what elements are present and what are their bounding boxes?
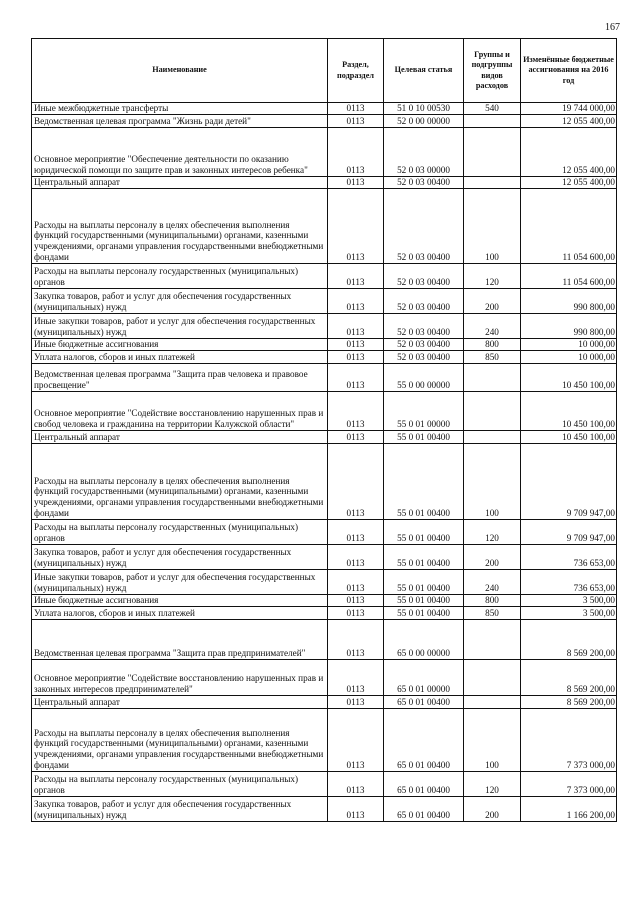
cell-target: 52 0 00 00000 [384, 115, 464, 128]
cell-group [464, 128, 521, 177]
table-row [32, 431, 617, 444]
cell-section: 0113 [328, 264, 384, 289]
cell-amount: 3 500,00 [521, 607, 617, 620]
cell-target: 65 0 01 00400 [384, 797, 464, 822]
cell-amount: 736 653,00 [521, 545, 617, 570]
cell-target: 55 0 01 00400 [384, 607, 464, 620]
table-row [32, 696, 617, 709]
table-row [32, 607, 617, 620]
table-row [32, 444, 617, 520]
table-row [32, 545, 617, 570]
header-amount: Изменённые бюджетные ассигнования на 2016 год [521, 39, 617, 103]
table-row [32, 570, 617, 595]
cell-amount: 10 000,00 [521, 351, 617, 364]
cell-target: 55 0 01 00400 [384, 570, 464, 595]
cell-section: 0113 [328, 520, 384, 545]
table-row [32, 364, 617, 392]
cell-amount: 12 055 400,00 [521, 115, 617, 128]
cell-group: 200 [464, 289, 521, 314]
cell-target: 52 0 03 00400 [384, 351, 464, 364]
cell-section: 0113 [328, 103, 384, 115]
cell-amount: 10 450 100,00 [521, 392, 617, 431]
cell-group [464, 620, 521, 660]
cell-amount: 11 054 600,00 [521, 264, 617, 289]
cell-section: 0113 [328, 351, 384, 364]
cell-amount: 3 500,00 [521, 595, 617, 607]
cell-name: Основное мероприятие "Содействие восстановлению нарушенных прав и законных интересов предпринимателей" [32, 660, 328, 696]
cell-name: Иные закупки товаров, работ и услуг для обеспечения государственных (муниципальных) нужд [32, 570, 328, 595]
table-row [32, 103, 617, 115]
cell-name: Закупка товаров, работ и услуг для обеспечения государственных (муниципальных) нужд [32, 545, 328, 570]
cell-section: 0113 [328, 289, 384, 314]
cell-group [464, 115, 521, 128]
cell-section: 0113 [328, 570, 384, 595]
cell-section: 0113 [328, 696, 384, 709]
table-row [32, 189, 617, 264]
table-row [32, 520, 617, 545]
cell-name: Расходы на выплаты персоналу в целях обеспечения выполнения функций государственными (муниципальными) органами, казенными учреждениями, органами управления государственными внебюджетными фондами [32, 189, 328, 264]
cell-name: Ведомственная целевая программа "Защита прав человека и правовое просвещение" [32, 364, 328, 392]
cell-group: 240 [464, 570, 521, 595]
cell-name: Ведомственная целевая программа "Защита прав предпринимателей" [32, 620, 328, 660]
cell-target: 52 0 03 00400 [384, 339, 464, 351]
cell-section: 0113 [328, 177, 384, 189]
cell-target: 65 0 01 00400 [384, 696, 464, 709]
table-row [32, 772, 617, 797]
cell-target: 55 0 01 00400 [384, 545, 464, 570]
cell-group [464, 660, 521, 696]
cell-target: 52 0 03 00400 [384, 264, 464, 289]
cell-amount: 10 450 100,00 [521, 364, 617, 392]
cell-name: Основное мероприятие "Содействие восстановлению нарушенных прав и свобод человека и гражданина на территории Калужской области" [32, 392, 328, 431]
cell-group [464, 431, 521, 444]
cell-name: Центральный аппарат [32, 696, 328, 709]
cell-group: 850 [464, 351, 521, 364]
cell-group: 120 [464, 264, 521, 289]
cell-target: 52 0 03 00400 [384, 289, 464, 314]
cell-target: 55 0 01 00400 [384, 444, 464, 520]
cell-target: 55 0 01 00400 [384, 431, 464, 444]
cell-name: Закупка товаров, работ и услуг для обеспечения государственных (муниципальных) нужд [32, 289, 328, 314]
cell-name: Расходы на выплаты персоналу в целях обеспечения выполнения функций государственными (муниципальными) органами, казенными учреждениями, органами управления государственными внебюджетными фондами [32, 709, 328, 772]
cell-section: 0113 [328, 660, 384, 696]
cell-amount: 11 054 600,00 [521, 189, 617, 264]
table-row [32, 595, 617, 607]
cell-group [464, 177, 521, 189]
cell-group: 120 [464, 520, 521, 545]
cell-name: Расходы на выплаты персоналу государственных (муниципальных) органов [32, 772, 328, 797]
cell-amount: 990 800,00 [521, 314, 617, 339]
cell-amount: 736 653,00 [521, 570, 617, 595]
cell-name: Иные бюджетные ассигнования [32, 339, 328, 351]
cell-section: 0113 [328, 620, 384, 660]
cell-amount: 7 373 000,00 [521, 772, 617, 797]
cell-target: 52 0 03 00400 [384, 189, 464, 264]
cell-section: 0113 [328, 797, 384, 822]
cell-section: 0113 [328, 595, 384, 607]
cell-section: 0113 [328, 772, 384, 797]
cell-name: Ведомственная целевая программа "Жизнь ради детей" [32, 115, 328, 128]
cell-target: 52 0 03 00400 [384, 177, 464, 189]
cell-name: Центральный аппарат [32, 177, 328, 189]
cell-section: 0113 [328, 607, 384, 620]
header-groups: Группы и подгруппы видов расходов [464, 39, 521, 103]
cell-group: 540 [464, 103, 521, 115]
header-section: Раздел, подраздел [328, 39, 384, 103]
cell-target: 55 0 01 00400 [384, 595, 464, 607]
cell-section: 0113 [328, 314, 384, 339]
cell-section: 0113 [328, 545, 384, 570]
cell-name: Закупка товаров, работ и услуг для обеспечения государственных (муниципальных) нужд [32, 797, 328, 822]
cell-amount: 10 450 100,00 [521, 431, 617, 444]
cell-section: 0113 [328, 128, 384, 177]
cell-amount: 990 800,00 [521, 289, 617, 314]
cell-name: Расходы на выплаты персоналу в целях обеспечения выполнения функций государственными (муниципальными) органами, казенными учреждениями, органами управления государственными внебюджетными фондами [32, 444, 328, 520]
cell-group: 200 [464, 797, 521, 822]
table-row [32, 115, 617, 128]
table-row [32, 660, 617, 696]
cell-amount: 12 055 400,00 [521, 177, 617, 189]
cell-target: 55 0 01 00000 [384, 392, 464, 431]
header-target: Целевая статья [384, 39, 464, 103]
cell-section: 0113 [328, 189, 384, 264]
table-row [32, 392, 617, 431]
cell-amount: 12 055 400,00 [521, 128, 617, 177]
cell-section: 0113 [328, 392, 384, 431]
cell-target: 55 0 00 00000 [384, 364, 464, 392]
header-name: Наименование [32, 39, 328, 103]
cell-target: 51 0 10 00530 [384, 103, 464, 115]
cell-section: 0113 [328, 709, 384, 772]
cell-name: Расходы на выплаты персоналу государственных (муниципальных) органов [32, 264, 328, 289]
cell-group: 100 [464, 189, 521, 264]
cell-section: 0113 [328, 364, 384, 392]
cell-section: 0113 [328, 431, 384, 444]
table-row [32, 709, 617, 772]
cell-group: 100 [464, 444, 521, 520]
cell-group [464, 392, 521, 431]
cell-name: Иные закупки товаров, работ и услуг для обеспечения государственных (муниципальных) нужд [32, 314, 328, 339]
budget-table [31, 38, 617, 822]
table-row [32, 351, 617, 364]
cell-target: 65 0 01 00000 [384, 660, 464, 696]
table-row [32, 314, 617, 339]
cell-group: 850 [464, 607, 521, 620]
cell-name: Расходы на выплаты персоналу государственных (муниципальных) органов [32, 520, 328, 545]
page-number: 167 [605, 22, 620, 33]
table-row [32, 620, 617, 660]
table-row [32, 177, 617, 189]
cell-group: 200 [464, 545, 521, 570]
cell-target: 55 0 01 00400 [384, 520, 464, 545]
cell-amount: 8 569 200,00 [521, 620, 617, 660]
cell-name: Уплата налогов, сборов и иных платежей [32, 351, 328, 364]
table-row [32, 289, 617, 314]
cell-amount: 8 569 200,00 [521, 696, 617, 709]
cell-target: 65 0 00 00000 [384, 620, 464, 660]
cell-amount: 1 166 200,00 [521, 797, 617, 822]
cell-group: 800 [464, 339, 521, 351]
cell-section: 0113 [328, 444, 384, 520]
cell-amount: 8 569 200,00 [521, 660, 617, 696]
cell-section: 0113 [328, 115, 384, 128]
cell-group: 120 [464, 772, 521, 797]
table-row [32, 339, 617, 351]
cell-name: Основное мероприятие "Обеспечение деятельности по оказанию юридической помощи по защите прав и законных интересов ребенка" [32, 128, 328, 177]
table-row [32, 128, 617, 177]
cell-section: 0113 [328, 339, 384, 351]
cell-group [464, 696, 521, 709]
cell-target: 52 0 03 00000 [384, 128, 464, 177]
cell-amount: 10 000,00 [521, 339, 617, 351]
cell-target: 65 0 01 00400 [384, 772, 464, 797]
cell-name: Уплата налогов, сборов и иных платежей [32, 607, 328, 620]
cell-name: Иные межбюджетные трансферты [32, 103, 328, 115]
cell-amount: 9 709 947,00 [521, 520, 617, 545]
cell-group: 100 [464, 709, 521, 772]
cell-group: 800 [464, 595, 521, 607]
cell-group: 240 [464, 314, 521, 339]
cell-name: Иные бюджетные ассигнования [32, 595, 328, 607]
cell-target: 65 0 01 00400 [384, 709, 464, 772]
cell-amount: 7 373 000,00 [521, 709, 617, 772]
table-row [32, 797, 617, 822]
cell-amount: 19 744 000,00 [521, 103, 617, 115]
table-row [32, 264, 617, 289]
cell-name: Центральный аппарат [32, 431, 328, 444]
cell-group [464, 364, 521, 392]
cell-amount: 9 709 947,00 [521, 444, 617, 520]
cell-target: 52 0 03 00400 [384, 314, 464, 339]
